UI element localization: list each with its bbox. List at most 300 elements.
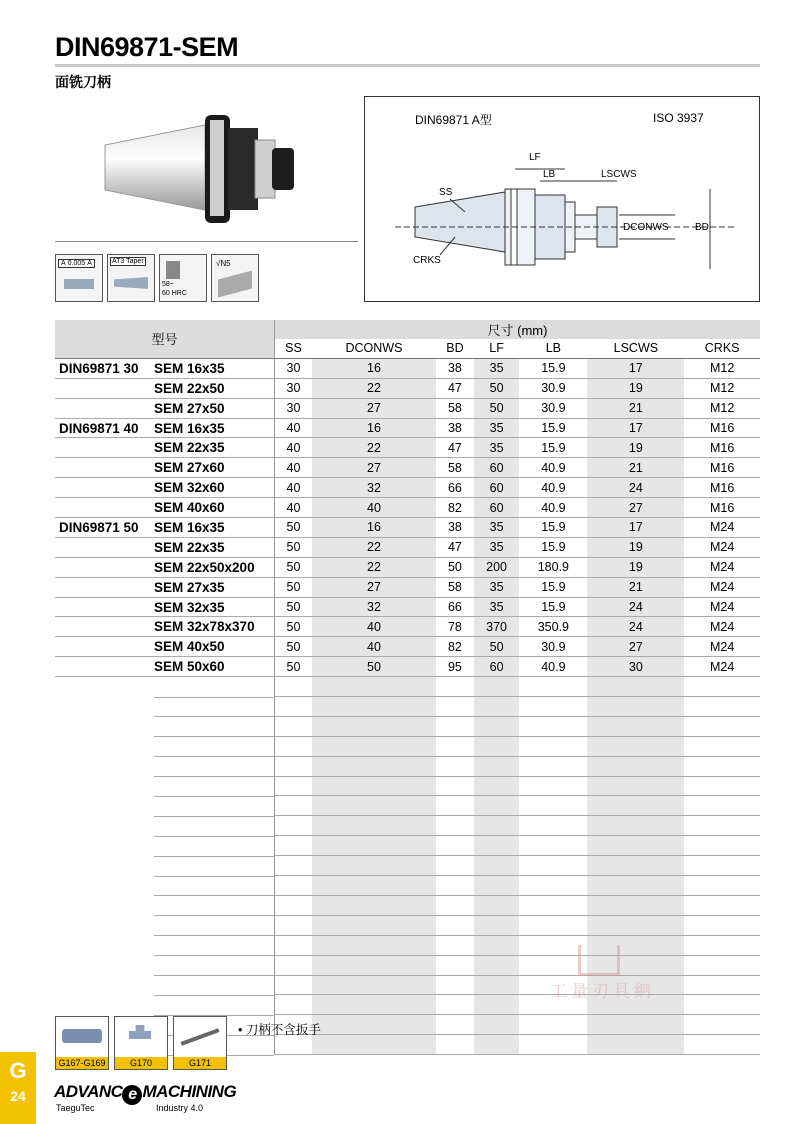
empty-model-cell: [55, 975, 275, 995]
empty-cell: [436, 716, 474, 736]
empty-cell: [275, 876, 312, 896]
value-cell-lb: 30.9: [519, 398, 587, 418]
model-name: SEM 32x60: [154, 480, 225, 496]
dim-label-bd: BD: [695, 222, 709, 233]
value-cell-lf: 60: [474, 498, 519, 518]
value-cell-ss: 30: [275, 398, 312, 418]
value-cell-dconws: 32: [312, 478, 436, 498]
model-column-header: 型号: [55, 320, 275, 358]
empty-model-cell: [55, 796, 275, 816]
empty-cell: [587, 677, 684, 697]
empty-cell: [519, 716, 587, 736]
column-header-crks: CRKS: [684, 339, 760, 358]
empty-model-cell: [55, 816, 275, 836]
value-cell-lb: 15.9: [519, 537, 587, 557]
surface-roughness-icon: [211, 254, 259, 302]
model-cell: [55, 418, 275, 438]
model-cell: [55, 358, 275, 378]
value-cell-dconws: 32: [312, 597, 436, 617]
value-cell-lb: 40.9: [519, 458, 587, 478]
footnote: • 刀柄不含扳手: [238, 1023, 321, 1037]
column-header-lscws: LSCWS: [587, 339, 684, 358]
empty-model-cell: [55, 895, 275, 915]
model-cell: [55, 577, 275, 597]
logo-e-mark: e: [122, 1085, 142, 1105]
value-cell-lb: 15.9: [519, 577, 587, 597]
empty-cell: [684, 756, 760, 776]
model-name: SEM 27x50: [154, 400, 225, 416]
taper-icon: [107, 254, 155, 302]
empty-model-cell: [55, 756, 275, 776]
empty-model-cell: [55, 935, 275, 955]
empty-cell: [474, 776, 519, 796]
model-name: SEM 32x35: [154, 599, 225, 615]
value-cell-ss: 50: [275, 597, 312, 617]
model-name: SEM 22x50x200: [154, 559, 255, 575]
value-cell-ss: 50: [275, 657, 312, 677]
empty-cell: [519, 915, 587, 935]
value-cell-lf: 35: [474, 577, 519, 597]
holder-reference[interactable]: [55, 1016, 109, 1070]
model-name: SEM 22x35: [154, 539, 225, 555]
empty-cell: [587, 776, 684, 796]
watermark: [550, 945, 670, 1015]
empty-cell: [519, 876, 587, 896]
empty-cell: [519, 756, 587, 776]
empty-cell: [684, 796, 760, 816]
empty-table-row: [55, 856, 760, 876]
empty-cell: [275, 836, 312, 856]
value-cell-lf: 60: [474, 458, 519, 478]
empty-cell: [684, 895, 760, 915]
empty-cell: [519, 796, 587, 816]
value-cell-lscws: 24: [587, 478, 684, 498]
empty-cell: [436, 796, 474, 816]
empty-cell: [312, 955, 436, 975]
value-cell-ss: 30: [275, 358, 312, 378]
model-series: DIN69871 30: [59, 360, 139, 376]
empty-cell: [474, 975, 519, 995]
empty-cell: [312, 995, 436, 1015]
value-cell-dconws: 27: [312, 577, 436, 597]
value-cell-crks: M24: [684, 637, 760, 657]
value-cell-lscws: 19: [587, 378, 684, 398]
watermark-text: 工量刃具網: [550, 982, 655, 1001]
model-cell: [55, 378, 275, 398]
empty-cell: [275, 895, 312, 915]
table-row: [55, 617, 760, 637]
model-cell: [55, 398, 275, 418]
value-cell-dconws: 50: [312, 657, 436, 677]
empty-cell: [474, 935, 519, 955]
value-cell-lscws: 21: [587, 577, 684, 597]
value-cell-crks: M24: [684, 518, 760, 538]
value-cell-bd: 78: [436, 617, 474, 637]
value-cell-lf: 35: [474, 597, 519, 617]
empty-model-cell: [55, 915, 275, 935]
empty-cell: [587, 756, 684, 776]
model-name: SEM 16x35: [154, 520, 225, 536]
table-row: [55, 597, 760, 617]
model-cell: [55, 458, 275, 478]
table-row: [55, 458, 760, 478]
model-name: SEM 40x50: [154, 639, 225, 655]
value-cell-lscws: 17: [587, 418, 684, 438]
empty-cell: [519, 856, 587, 876]
empty-cell: [275, 975, 312, 995]
model-cell: [55, 597, 275, 617]
roughness-label: √N5: [216, 259, 231, 268]
empty-cell: [436, 836, 474, 856]
empty-cell: [519, 736, 587, 756]
empty-cell: [436, 776, 474, 796]
value-cell-dconws: 16: [312, 518, 436, 538]
empty-cell: [275, 736, 312, 756]
empty-cell: [312, 836, 436, 856]
empty-cell: [312, 1015, 436, 1035]
empty-cell: [474, 1015, 519, 1035]
value-cell-ss: 50: [275, 617, 312, 637]
empty-cell: [684, 995, 760, 1015]
value-cell-crks: M16: [684, 458, 760, 478]
table-row: [55, 637, 760, 657]
empty-cell: [474, 677, 519, 697]
empty-cell: [587, 856, 684, 876]
empty-cell: [312, 895, 436, 915]
empty-cell: [684, 816, 760, 836]
model-name: SEM 16x35: [154, 420, 225, 436]
value-cell-ss: 50: [275, 557, 312, 577]
dim-label-lf: LF: [529, 152, 541, 163]
empty-cell: [587, 816, 684, 836]
model-cell: [55, 518, 275, 538]
value-cell-crks: M12: [684, 358, 760, 378]
page-subtitle: 面铣刀柄: [55, 74, 111, 90]
model-series: DIN69871 40: [59, 420, 139, 436]
value-cell-bd: 95: [436, 657, 474, 677]
value-cell-lb: 15.9: [519, 518, 587, 538]
empty-cell: [474, 796, 519, 816]
title-divider: [55, 64, 760, 67]
model-cell: [55, 617, 275, 637]
empty-model-cell: [55, 716, 275, 736]
dim-label-lscws: LSCWS: [601, 169, 637, 180]
empty-cell: [587, 716, 684, 736]
table-row: [55, 657, 760, 677]
value-cell-crks: M16: [684, 418, 760, 438]
dim-label-dconws: DCONWS: [623, 222, 669, 233]
value-cell-lf: 50: [474, 398, 519, 418]
reference-icons: [55, 1016, 227, 1070]
empty-cell: [474, 756, 519, 776]
section-tab: [0, 1052, 36, 1124]
value-cell-bd: 82: [436, 498, 474, 518]
empty-cell: [474, 995, 519, 1015]
empty-cell: [684, 876, 760, 896]
dim-label-lb: LB: [543, 169, 556, 180]
empty-cell: [474, 856, 519, 876]
model-name: SEM 50x60: [154, 659, 225, 675]
dim-label-ss: SS: [439, 187, 453, 198]
product-image: [100, 110, 310, 225]
empty-cell: [474, 955, 519, 975]
value-cell-bd: 47: [436, 378, 474, 398]
value-cell-bd: 82: [436, 637, 474, 657]
value-cell-crks: M24: [684, 597, 760, 617]
value-cell-ss: 50: [275, 577, 312, 597]
value-cell-lf: 35: [474, 418, 519, 438]
empty-cell: [684, 955, 760, 975]
value-cell-bd: 58: [436, 398, 474, 418]
key-reference[interactable]: [114, 1016, 168, 1070]
model-name: SEM 27x35: [154, 579, 225, 595]
value-cell-lb: 30.9: [519, 637, 587, 657]
page-title: DIN69871-SEM: [55, 32, 239, 62]
drawing-type-label: DIN69871 A型: [415, 113, 492, 127]
hardness-value: 58~: [162, 281, 174, 288]
value-cell-dconws: 40: [312, 617, 436, 637]
value-cell-dconws: 27: [312, 458, 436, 478]
empty-cell: [474, 1035, 519, 1055]
empty-model-cell: [55, 955, 275, 975]
value-cell-lb: 40.9: [519, 498, 587, 518]
value-cell-crks: M16: [684, 478, 760, 498]
model-cell: [55, 438, 275, 458]
empty-cell: [312, 776, 436, 796]
drawing-standard-label: ISO 3937: [653, 111, 704, 125]
empty-cell: [474, 716, 519, 736]
empty-cell: [587, 697, 684, 717]
value-cell-dconws: 16: [312, 418, 436, 438]
feature-icons: [55, 254, 259, 302]
page-number: 24: [10, 1088, 26, 1104]
empty-cell: [519, 1015, 587, 1035]
empty-cell: [684, 697, 760, 717]
empty-cell: [312, 935, 436, 955]
value-cell-lf: 50: [474, 637, 519, 657]
value-cell-dconws: 40: [312, 498, 436, 518]
value-cell-bd: 47: [436, 438, 474, 458]
empty-cell: [436, 1035, 474, 1055]
empty-cell: [275, 995, 312, 1015]
photo-divider: [55, 241, 358, 242]
model-name: SEM 22x50: [154, 380, 225, 396]
empty-table-row: [55, 895, 760, 915]
empty-cell: [436, 995, 474, 1015]
empty-cell: [436, 876, 474, 896]
empty-cell: [587, 1015, 684, 1035]
value-cell-dconws: 16: [312, 358, 436, 378]
empty-model-cell: [55, 677, 275, 697]
technical-drawing: [364, 96, 760, 302]
value-cell-lf: 35: [474, 358, 519, 378]
empty-cell: [519, 677, 587, 697]
empty-table-row: [55, 756, 760, 776]
column-header-lb: LB: [519, 339, 587, 358]
empty-table-row: [55, 677, 760, 697]
table-row: [55, 478, 760, 498]
model-cell: [55, 478, 275, 498]
empty-model-cell: [55, 856, 275, 876]
value-cell-ss: 50: [275, 518, 312, 538]
model-cell: [55, 498, 275, 518]
empty-cell: [312, 716, 436, 736]
value-cell-bd: 66: [436, 478, 474, 498]
empty-cell: [275, 697, 312, 717]
empty-cell: [474, 895, 519, 915]
value-cell-lf: 200: [474, 557, 519, 577]
logo-text-left: ADVANC: [54, 1082, 123, 1101]
model-cell: [55, 637, 275, 657]
value-cell-lscws: 21: [587, 398, 684, 418]
table-row: [55, 358, 760, 378]
empty-cell: [474, 836, 519, 856]
empty-cell: [312, 796, 436, 816]
empty-cell: [275, 776, 312, 796]
value-cell-dconws: 22: [312, 378, 436, 398]
empty-cell: [436, 677, 474, 697]
empty-table-row: [55, 697, 760, 717]
value-cell-lf: 35: [474, 537, 519, 557]
table-row: [55, 557, 760, 577]
value-cell-lscws: 17: [587, 518, 684, 538]
value-cell-bd: 50: [436, 557, 474, 577]
empty-cell: [312, 756, 436, 776]
runout-icon: [55, 254, 103, 302]
value-cell-bd: 58: [436, 577, 474, 597]
empty-model-cell: [55, 776, 275, 796]
empty-cell: [312, 856, 436, 876]
value-cell-lb: 30.9: [519, 378, 587, 398]
empty-cell: [275, 935, 312, 955]
value-cell-lscws: 24: [587, 597, 684, 617]
empty-table-row: [55, 836, 760, 856]
value-cell-lscws: 30: [587, 657, 684, 677]
empty-cell: [312, 975, 436, 995]
model-name: SEM 16x35: [154, 360, 225, 376]
column-header-lf: LF: [474, 339, 519, 358]
empty-cell: [684, 915, 760, 935]
empty-cell: [436, 816, 474, 836]
empty-cell: [436, 756, 474, 776]
runout-value: 0.005: [67, 260, 86, 267]
value-cell-lb: 15.9: [519, 418, 587, 438]
empty-model-cell: [55, 995, 275, 1015]
empty-cell: [519, 697, 587, 717]
value-cell-ss: 40: [275, 458, 312, 478]
model-cell: [55, 657, 275, 677]
empty-cell: [312, 816, 436, 836]
runout-datum-label-2: A: [87, 260, 92, 267]
dimensions-header: 尺寸 (mm): [275, 320, 761, 339]
value-cell-lf: 370: [474, 617, 519, 637]
empty-cell: [684, 716, 760, 736]
empty-cell: [587, 895, 684, 915]
hardness-icon: [159, 254, 207, 302]
empty-cell: [312, 1035, 436, 1055]
value-cell-bd: 38: [436, 358, 474, 378]
table-row: [55, 537, 760, 557]
empty-cell: [519, 816, 587, 836]
empty-model-cell: [55, 736, 275, 756]
model-name: SEM 22x35: [154, 440, 225, 456]
section-letter: G: [9, 1058, 27, 1083]
empty-cell: [436, 736, 474, 756]
empty-cell: [474, 915, 519, 935]
empty-cell: [312, 876, 436, 896]
empty-table-row: [55, 796, 760, 816]
wrench-ref-label: G171: [174, 1057, 226, 1069]
value-cell-lscws: 27: [587, 637, 684, 657]
empty-table-row: [55, 736, 760, 756]
table-row: [55, 398, 760, 418]
value-cell-lb: 40.9: [519, 478, 587, 498]
empty-cell: [312, 677, 436, 697]
empty-cell: [436, 975, 474, 995]
value-cell-lscws: 19: [587, 438, 684, 458]
brand-logo: [54, 1082, 236, 1105]
model-cell: [55, 537, 275, 557]
empty-cell: [684, 677, 760, 697]
empty-cell: [436, 915, 474, 935]
empty-cell: [587, 876, 684, 896]
empty-cell: [312, 697, 436, 717]
empty-model-cell: [55, 836, 275, 856]
model-name: SEM 27x60: [154, 460, 225, 476]
table-row: [55, 378, 760, 398]
value-cell-crks: M16: [684, 498, 760, 518]
table-row: [55, 418, 760, 438]
value-cell-lf: 35: [474, 438, 519, 458]
empty-cell: [275, 677, 312, 697]
value-cell-lb: 180.9: [519, 557, 587, 577]
value-cell-bd: 38: [436, 418, 474, 438]
value-cell-bd: 58: [436, 458, 474, 478]
model-name: SEM 40x60: [154, 500, 225, 516]
empty-cell: [275, 796, 312, 816]
empty-cell: [684, 776, 760, 796]
value-cell-lb: 15.9: [519, 597, 587, 617]
empty-cell: [275, 816, 312, 836]
value-cell-crks: M12: [684, 398, 760, 418]
value-cell-ss: 30: [275, 378, 312, 398]
empty-cell: [587, 736, 684, 756]
value-cell-ss: 40: [275, 418, 312, 438]
empty-cell: [587, 836, 684, 856]
table-row: [55, 518, 760, 538]
value-cell-crks: M12: [684, 378, 760, 398]
empty-cell: [436, 955, 474, 975]
empty-cell: [436, 895, 474, 915]
value-cell-lscws: 21: [587, 458, 684, 478]
value-cell-dconws: 22: [312, 438, 436, 458]
value-cell-bd: 66: [436, 597, 474, 617]
empty-cell: [275, 915, 312, 935]
value-cell-crks: M16: [684, 438, 760, 458]
model-cell: [55, 557, 275, 577]
value-cell-dconws: 27: [312, 398, 436, 418]
value-cell-bd: 47: [436, 537, 474, 557]
empty-table-row: [55, 876, 760, 896]
value-cell-lscws: 19: [587, 557, 684, 577]
value-cell-dconws: 40: [312, 637, 436, 657]
value-cell-lf: 35: [474, 518, 519, 538]
empty-cell: [275, 756, 312, 776]
dim-label-crks: CRKS: [413, 255, 441, 266]
empty-cell: [519, 836, 587, 856]
value-cell-ss: 50: [275, 537, 312, 557]
wrench-reference[interactable]: [173, 1016, 227, 1070]
